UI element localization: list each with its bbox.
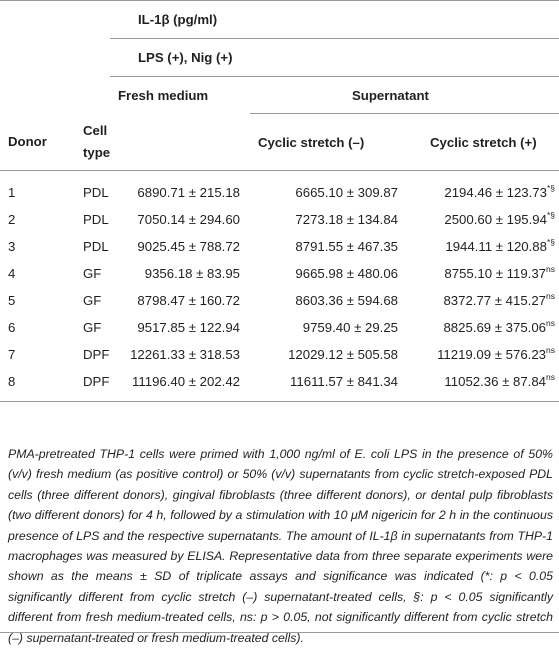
cyclic-pos-value <box>408 314 559 341</box>
significance-mark: ns <box>546 264 555 274</box>
table-row <box>0 341 559 368</box>
significance-mark: *§ <box>546 210 555 220</box>
cell-type-cell: GF <box>83 293 102 308</box>
donor-cell: 7 <box>8 347 16 362</box>
cyclic-pos-number: 11052.36 ± 87.84 <box>444 374 547 389</box>
cyclic-pos-value <box>408 206 559 233</box>
cyclic-neg-value: 7273.18 ± 134.84 <box>295 212 398 227</box>
significance-mark: ns <box>546 318 555 328</box>
cyclic-neg-value: 12029.12 ± 505.58 <box>288 347 398 362</box>
cell-type-cell: DPF <box>83 347 110 362</box>
measure-header: IL-1β (pg/ml) <box>110 1 559 39</box>
cyclic-pos-number: 2500.60 ± 195.94 <box>444 212 547 227</box>
cell-type-header <box>80 114 110 171</box>
donor-cell: 1 <box>8 185 16 200</box>
table-row <box>0 171 559 207</box>
cell-type-cell: DPF <box>80 368 110 402</box>
table-row <box>0 260 559 287</box>
significance-mark: *§ <box>546 183 555 193</box>
table-footnote: PMA-pretreated THP-1 cells were primed with 1,000 ng/ml of E. coli LPS in the presence of 50% (v/v) fresh medium (as positive control) or 50% (v/v) supernatants from cyclic stretch-exposed PDL cells (three different donors), gingival fibroblasts (three different donors), or dental pulp fibroblasts (two different donors) for 4 h, followed by a stimulation with 10 μM nigericin for 2 h in the continuous presence of LPS and the respective supernatants. The amount of IL-1β in supernatants from THP-1 macrophages was measured by ELISA. Representative data from three separate experiments were shown as the means ± SD of triplicate assays and significance was indicated (*: p < 0.05 significantly different from cyclic stretch (–) supernatant-treated cells, §: p < 0.05 significantly different from fresh medium-treated cells, ns: p > 0.05, not significantly different from cyclic stretch (–) supernatant-treated or fresh medium-treated cells). <box>8 447 553 645</box>
cyclic-pos-number: 2194.46 ± 123.73 <box>444 185 547 200</box>
cyclic-pos-value <box>408 287 559 314</box>
cyclic-neg-header: Cyclic stretch (–) <box>250 114 408 171</box>
header-empty-5 <box>0 77 80 114</box>
condition-header: LPS (+), Nig (+) <box>110 39 559 77</box>
cyclic-pos-number: 8755.10 ± 119.37 <box>444 266 547 281</box>
cell-type-cell: GF <box>83 320 102 335</box>
fresh-value: 11196.40 ± 202.42 <box>110 368 250 402</box>
cell-type-cell: PDL <box>83 239 109 254</box>
header-empty-1 <box>0 1 80 39</box>
cyclic-pos-value <box>408 341 559 368</box>
cell-type-cell: PDL <box>83 185 109 200</box>
cell-type-cell: PDL <box>83 212 109 227</box>
cyclic-pos-number: 11219.09 ± 576.23 <box>437 347 547 362</box>
header-empty-3 <box>0 39 80 77</box>
table-row <box>0 314 559 341</box>
cell-type-line2: type <box>83 144 111 160</box>
cyclic-pos-value <box>408 233 559 260</box>
significance-mark: *§ <box>546 237 555 247</box>
donor-cell: 5 <box>8 293 16 308</box>
fresh-value: 7050.14 ± 294.60 <box>137 212 240 227</box>
fresh-value: 9517.85 ± 122.94 <box>137 320 240 335</box>
cyclic-neg-value: 8791.55 ± 467.35 <box>295 239 398 254</box>
fresh-value: 6890.71 ± 215.18 <box>137 185 240 200</box>
table-row <box>0 233 559 260</box>
cyclic-pos-number: 8825.69 ± 375.06 <box>443 320 547 335</box>
donor-cell: 2 <box>8 212 16 227</box>
cyclic-pos-header: Cyclic stretch (+) <box>408 114 559 171</box>
donor-cell: 4 <box>8 266 16 281</box>
table-row <box>0 287 559 314</box>
donor-header: Donor <box>0 114 80 171</box>
fresh-value: 9025.45 ± 788.72 <box>137 239 240 254</box>
donor-cell: 8 <box>0 368 80 402</box>
significance-mark: ns <box>546 372 555 382</box>
bottom-rule <box>0 632 559 633</box>
supernatant-header: Supernatant <box>250 77 559 114</box>
cyclic-pos-value <box>408 368 559 402</box>
cyclic-neg-value: 11611.57 ± 841.34 <box>250 368 408 402</box>
fresh-subheader-empty <box>110 114 250 171</box>
cyclic-pos-number: 1944.11 ± 120.88 <box>445 239 547 254</box>
fresh-value: 8798.47 ± 160.72 <box>137 293 240 308</box>
header-empty-6 <box>80 77 110 114</box>
fresh-value: 12261.33 ± 318.53 <box>130 347 240 362</box>
cyclic-pos-value <box>408 260 559 287</box>
cyclic-pos-number: 8372.77 ± 415.27 <box>443 293 547 308</box>
fresh-value: 9356.18 ± 83.95 <box>144 266 240 281</box>
table-row <box>0 206 559 233</box>
header-empty-2 <box>80 1 110 39</box>
cyclic-neg-value: 8603.36 ± 594.68 <box>295 293 398 308</box>
cell-type-cell: GF <box>83 266 102 281</box>
donor-cell: 3 <box>8 239 16 254</box>
cyclic-neg-value: 6665.10 ± 309.87 <box>295 185 398 200</box>
header-empty-4 <box>80 39 110 77</box>
donor-cell: 6 <box>8 320 16 335</box>
cyclic-neg-value: 9759.40 ± 29.25 <box>302 320 398 335</box>
significance-mark: ns <box>546 291 555 301</box>
table-row <box>0 368 559 402</box>
significance-mark: ns <box>546 345 555 355</box>
fresh-medium-header: Fresh medium <box>118 87 209 103</box>
cyclic-pos-value <box>408 171 559 207</box>
cyclic-neg-value: 9665.98 ± 480.06 <box>295 266 398 281</box>
cell-type-line1: Cell <box>83 122 108 138</box>
